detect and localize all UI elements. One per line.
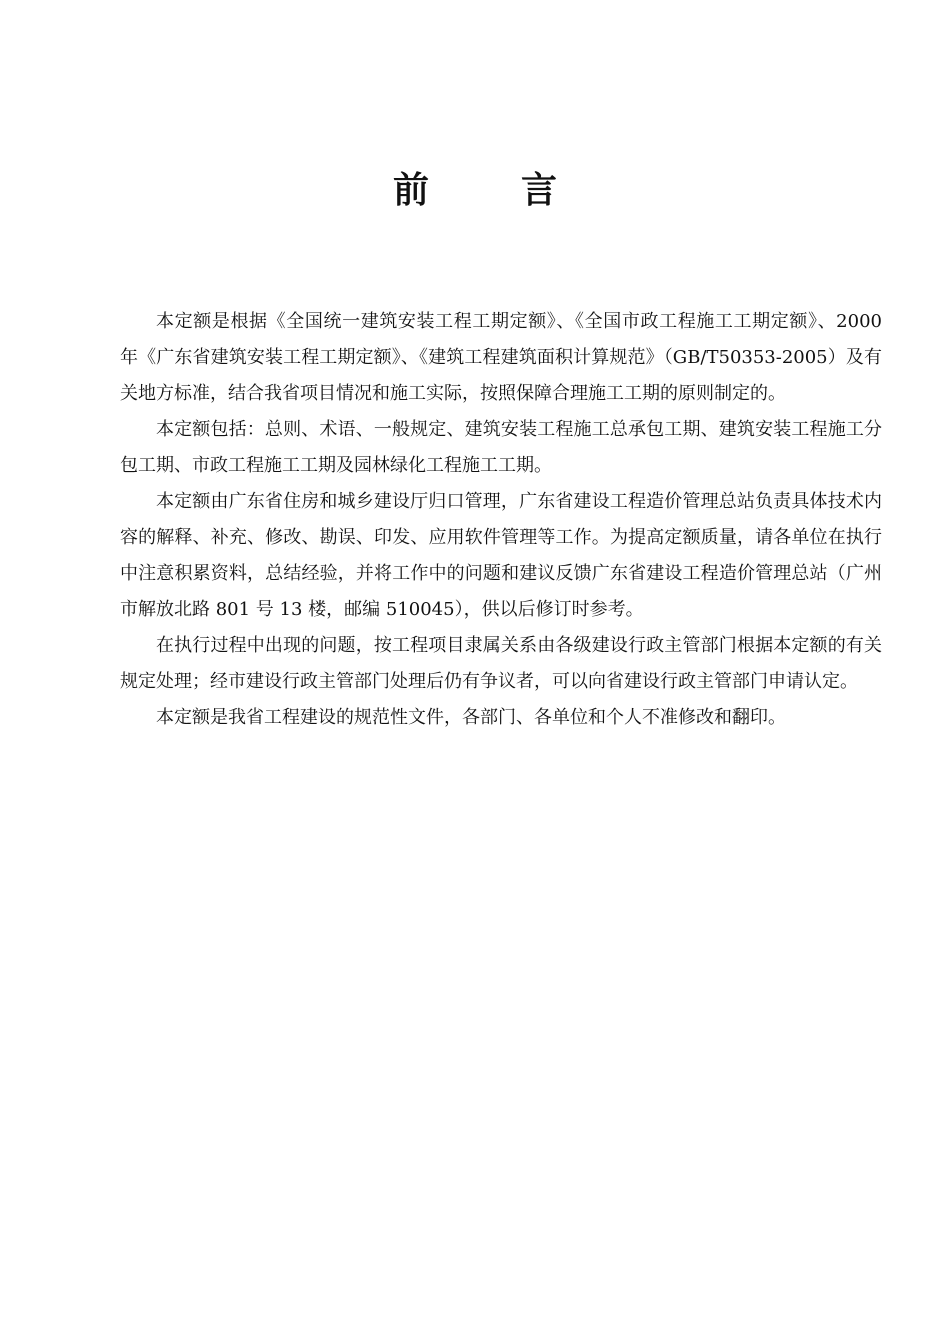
page-title [0,168,950,212]
title-char-1: 前 [392,169,429,211]
title-char-2: 言 [521,169,558,211]
paragraph-2: 本定额包括：总则、术语、一般规定、建筑安装工程施工总承包工期、建筑安装工程施工分包工期、市政工程施工工期及园林绿化工程施工工期。 [120,419,882,476]
paragraph-3: 本定额由广东省住房和城乡建设厅归口管理，广东省建设工程造价管理总站负责具体技术内容的解释、补充、修改、勘误、印发、应用软件管理等工作。为提高定额质量，请各单位在执行中注意积累资料，总结经验，并将工作中的问题和建议反馈广东省建设工程造价管理总站（广州市解放北路 801 号 13 楼，邮编 510045），供以后修订时参考。 [120,491,882,620]
paragraph-5: 本定额是我省工程建设的规范性文件，各部门、各单位和个人不准修改和翻印。 [156,707,786,728]
preface-body [120,304,882,736]
paragraph-4: 在执行过程中出现的问题，按工程项目隶属关系由各级建设行政主管部门根据本定额的有关规定处理；经市建设行政主管部门处理后仍有争议者，可以向省建设行政主管部门申请认定。 [120,635,882,692]
paragraph-1: 本定额是根据《全国统一建筑安装工程工期定额》、《全国市政工程施工工期定额》、2000 年《广东省建筑安装工程工期定额》、《建筑工程建筑面积计算规范》（GB/T50353-2005）及有关地方标准，结合我省项目情况和施工实际，按照保障合理施工工期的原则制定的。 [120,311,882,404]
